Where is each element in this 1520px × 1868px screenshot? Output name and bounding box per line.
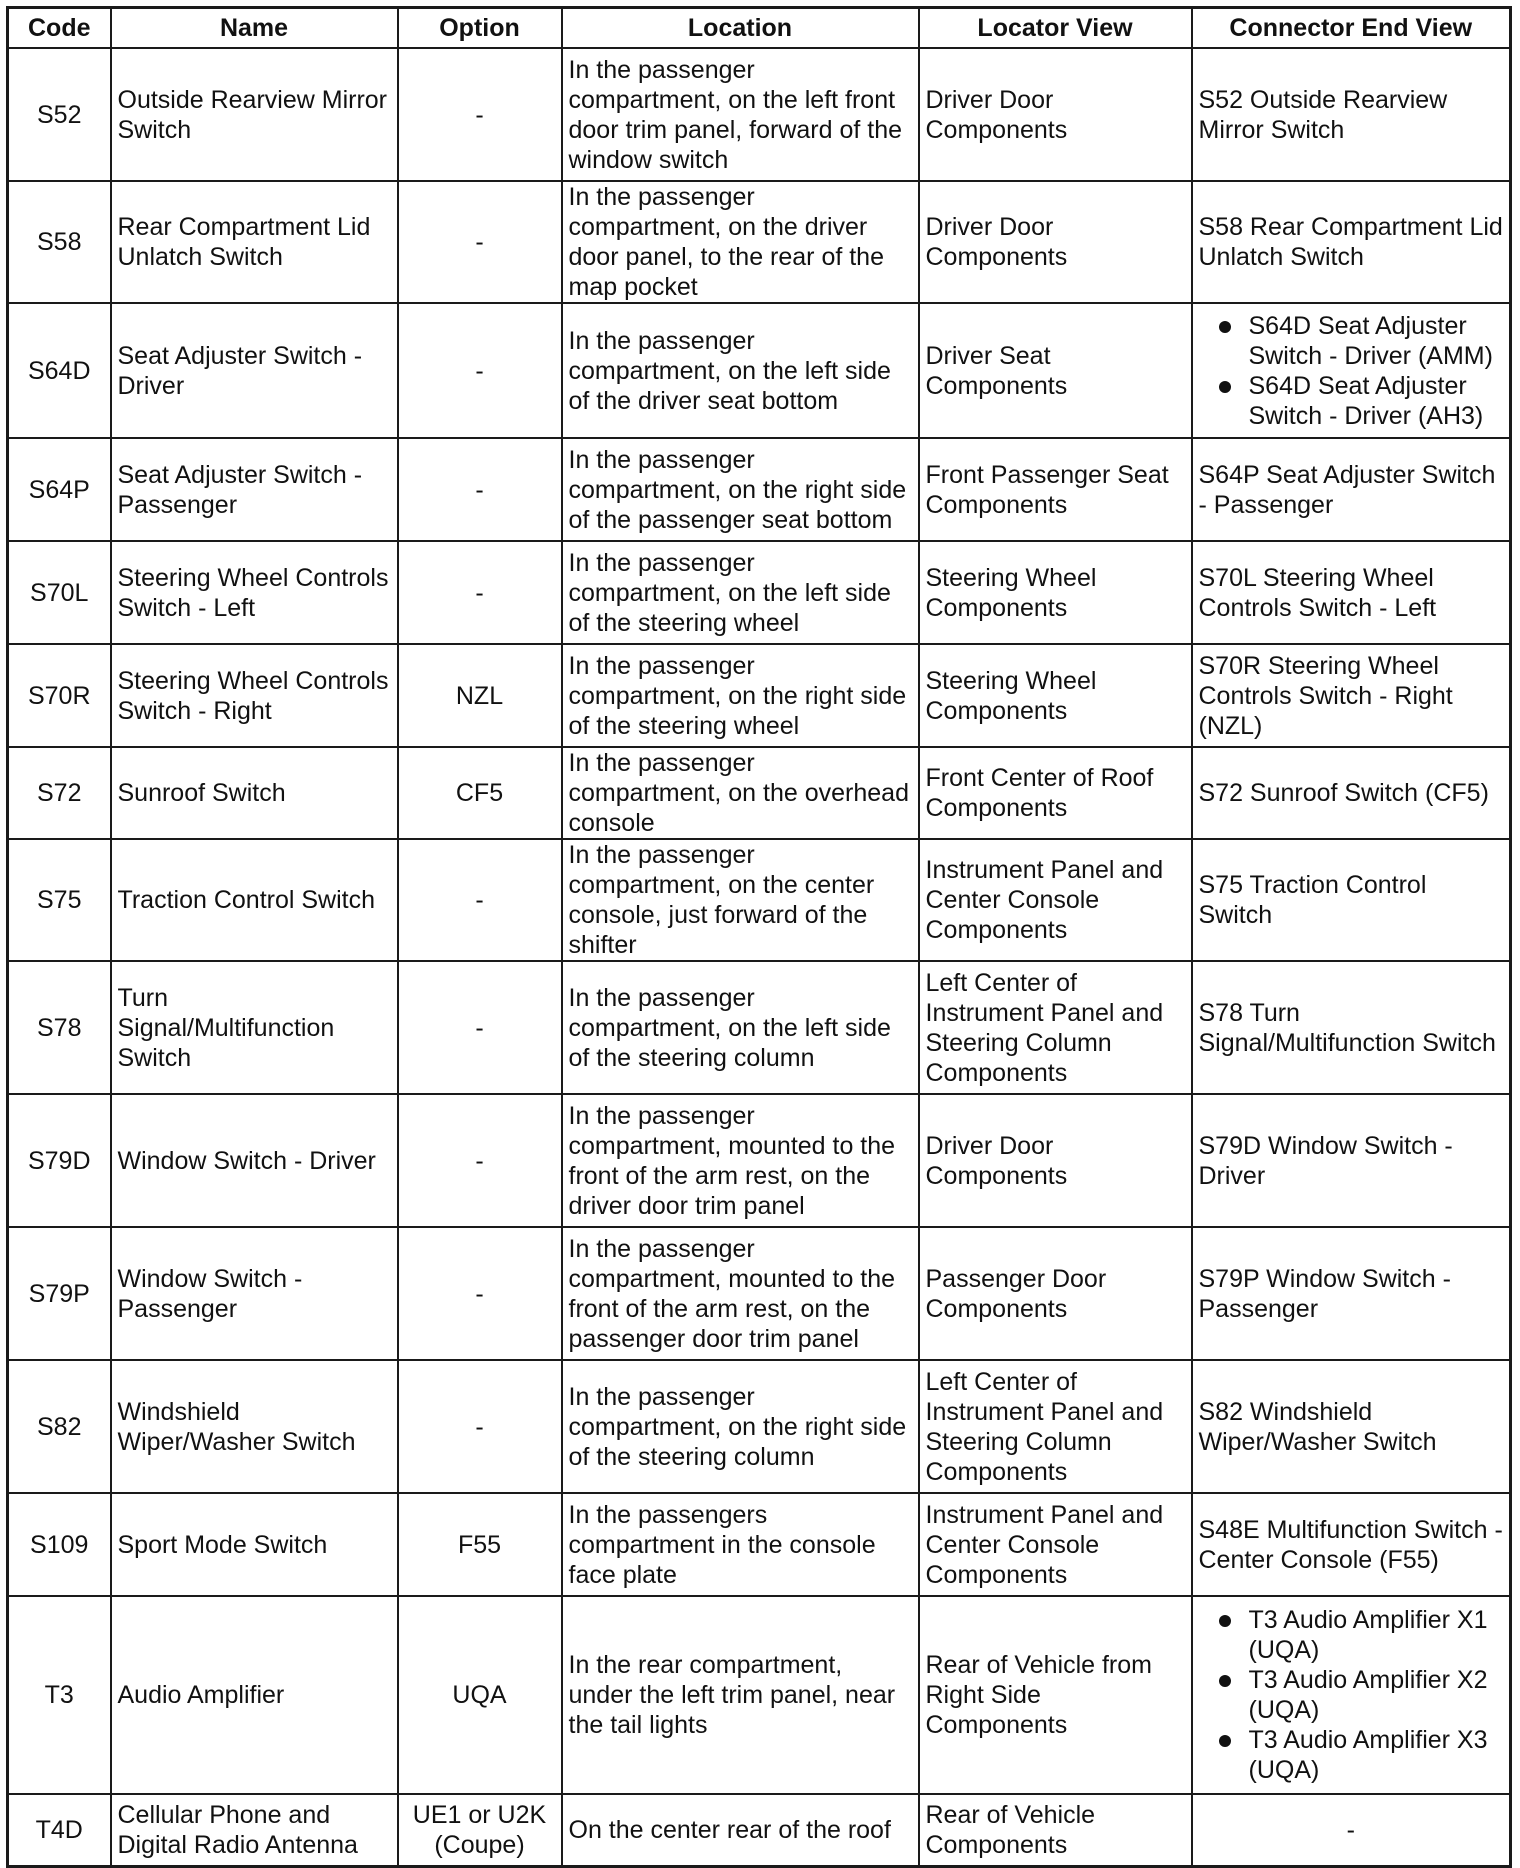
table-row	[8, 1493, 1511, 1596]
cell-code: T3	[8, 1596, 111, 1794]
cell-option: F55	[398, 1493, 562, 1596]
cell-code: S70L	[8, 541, 111, 644]
header-row	[8, 8, 1511, 49]
connector-list-item: S64D Seat Adjuster Switch - Driver (AH3)	[1199, 371, 1504, 431]
table-body	[8, 48, 1511, 1866]
connector-text: S48E Multifunction Switch - Center Console (F55)	[1198, 1515, 1503, 1574]
cell-option: -	[398, 438, 562, 541]
cell-code: S64D	[8, 303, 111, 438]
connector-text: S70R Steering Wheel Controls Switch - Right (NZL)	[1198, 651, 1453, 740]
cell-name: Window Switch - Driver	[111, 1094, 398, 1227]
cell-option: -	[398, 303, 562, 438]
cell-location: In the passenger compartment, on the right side of the steering column	[562, 1360, 919, 1493]
header-name: Name	[111, 8, 398, 49]
cell-name: Sunroof Switch	[111, 747, 398, 839]
cell-location: In the passenger compartment, mounted to the front of the arm rest, on the passenger door trim panel	[562, 1227, 919, 1360]
connector-list-item: T3 Audio Amplifier X3 (UQA)	[1199, 1725, 1504, 1785]
table-row	[8, 1227, 1511, 1360]
cell-location: In the rear compartment, under the left trim panel, near the tail lights	[562, 1596, 919, 1794]
table-row	[8, 1360, 1511, 1493]
cell-location: In the passenger compartment, mounted to the front of the arm rest, on the driver door trim panel	[562, 1094, 919, 1227]
cell-connector-end-view	[1192, 1493, 1511, 1596]
cell-connector-end-view	[1192, 303, 1511, 438]
header-location: Location	[562, 8, 919, 49]
header-connector-end-view: Connector End View	[1192, 8, 1511, 49]
cell-option: UQA	[398, 1596, 562, 1794]
connector-list	[1199, 1605, 1504, 1785]
table-row	[8, 181, 1511, 303]
table-row	[8, 961, 1511, 1094]
table-row	[8, 747, 1511, 839]
cell-option: -	[398, 1094, 562, 1227]
connector-list-item: S64D Seat Adjuster Switch - Driver (AMM)	[1199, 311, 1504, 371]
cell-option: -	[398, 1227, 562, 1360]
cell-connector-end-view	[1192, 48, 1511, 181]
cell-name: Sport Mode Switch	[111, 1493, 398, 1596]
connector-text: S70L Steering Wheel Controls Switch - Left	[1198, 563, 1437, 622]
connector-list-item: T3 Audio Amplifier X2 (UQA)	[1199, 1665, 1504, 1725]
cell-locator-view: Instrument Panel and Center Console Components	[919, 1493, 1192, 1596]
cell-location: In the passenger compartment, on the right side of the passenger seat bottom	[562, 438, 919, 541]
table-row	[8, 303, 1511, 438]
cell-code: S75	[8, 839, 111, 961]
cell-name: Outside Rearview Mirror Switch	[111, 48, 398, 181]
header-option: Option	[398, 8, 562, 49]
cell-option: -	[398, 839, 562, 961]
connector-text: S52 Outside Rearview Mirror Switch	[1198, 85, 1448, 144]
cell-location: In the passenger compartment, on the overhead console	[562, 747, 919, 839]
cell-option: -	[398, 181, 562, 303]
header-locator-view: Locator View	[919, 8, 1192, 49]
cell-location: In the passenger compartment, on the left side of the driver seat bottom	[562, 303, 919, 438]
cell-locator-view: Instrument Panel and Center Console Components	[919, 839, 1192, 961]
table-row	[8, 438, 1511, 541]
cell-connector-end-view	[1192, 1227, 1511, 1360]
cell-location: In the passengers compartment in the console face plate	[562, 1493, 919, 1596]
connector-list-item: T3 Audio Amplifier X1 (UQA)	[1199, 1605, 1504, 1665]
cell-option: -	[398, 541, 562, 644]
connector-text: S82 Windshield Wiper/Washer Switch	[1198, 1397, 1437, 1456]
cell-connector-end-view	[1192, 1360, 1511, 1493]
cell-location: In the passenger compartment, on the left side of the steering wheel	[562, 541, 919, 644]
connector-text: -	[1346, 1815, 1355, 1844]
cell-location: In the passenger compartment, on the left side of the steering column	[562, 961, 919, 1094]
cell-locator-view: Driver Door Components	[919, 181, 1192, 303]
cell-locator-view: Front Center of Roof Components	[919, 747, 1192, 839]
cell-option: NZL	[398, 644, 562, 747]
cell-locator-view: Left Center of Instrument Panel and Steering Column Components	[919, 1360, 1192, 1493]
cell-name: Traction Control Switch	[111, 839, 398, 961]
cell-code: S72	[8, 747, 111, 839]
table-row	[8, 541, 1511, 644]
cell-code: S109	[8, 1493, 111, 1596]
connector-text: S64P Seat Adjuster Switch - Passenger	[1198, 460, 1496, 519]
connector-text: S75 Traction Control Switch	[1198, 871, 1427, 929]
cell-option: -	[398, 961, 562, 1094]
connector-text: S79P Window Switch - Passenger	[1198, 1264, 1451, 1323]
cell-location: In the passenger compartment, on the right side of the steering wheel	[562, 644, 919, 747]
cell-code: S82	[8, 1360, 111, 1493]
cell-locator-view: Left Center of Instrument Panel and Steering Column Components	[919, 961, 1192, 1094]
cell-code: S79D	[8, 1094, 111, 1227]
cell-name: Seat Adjuster Switch - Driver	[111, 303, 398, 438]
cell-connector-end-view	[1192, 644, 1511, 747]
cell-code: S52	[8, 48, 111, 181]
cell-name: Steering Wheel Controls Switch - Left	[111, 541, 398, 644]
cell-code: S64P	[8, 438, 111, 541]
table-row	[8, 644, 1511, 747]
table-row	[8, 1794, 1511, 1866]
cell-locator-view: Rear of Vehicle from Right Side Components	[919, 1596, 1192, 1794]
cell-name: Turn Signal/Multifunction Switch	[111, 961, 398, 1094]
cell-connector-end-view	[1192, 1094, 1511, 1227]
connector-text: S78 Turn Signal/Multifunction Switch	[1198, 998, 1496, 1057]
cell-locator-view: Driver Door Components	[919, 1094, 1192, 1227]
cell-name: Windshield Wiper/Washer Switch	[111, 1360, 398, 1493]
cell-connector-end-view	[1192, 839, 1511, 961]
cell-locator-view: Steering Wheel Components	[919, 541, 1192, 644]
cell-location: In the passenger compartment, on the center console, just forward of the shifter	[562, 839, 919, 961]
cell-location: In the passenger compartment, on the driver door panel, to the rear of the map pocket	[562, 181, 919, 303]
table-row	[8, 1094, 1511, 1227]
cell-locator-view: Driver Door Components	[919, 48, 1192, 181]
cell-code: S58	[8, 181, 111, 303]
cell-code: T4D	[8, 1794, 111, 1866]
cell-connector-end-view	[1192, 961, 1511, 1094]
cell-connector-end-view	[1192, 1596, 1511, 1794]
connector-text: S79D Window Switch - Driver	[1198, 1131, 1453, 1190]
cell-code: S70R	[8, 644, 111, 747]
cell-locator-view: Passenger Door Components	[919, 1227, 1192, 1360]
cell-locator-view: Front Passenger Seat Components	[919, 438, 1192, 541]
cell-connector-end-view	[1192, 747, 1511, 839]
cell-code: S78	[8, 961, 111, 1094]
connector-table-sheet	[6, 6, 1509, 1868]
cell-name: Audio Amplifier	[111, 1596, 398, 1794]
header-code: Code	[8, 8, 111, 49]
cell-name: Seat Adjuster Switch - Passenger	[111, 438, 398, 541]
table-row	[8, 839, 1511, 961]
cell-location: On the center rear of the roof	[562, 1794, 919, 1866]
cell-option: -	[398, 1360, 562, 1493]
connector-table	[6, 6, 1512, 1868]
cell-connector-end-view	[1192, 541, 1511, 644]
cell-code: S79P	[8, 1227, 111, 1360]
cell-option: CF5	[398, 747, 562, 839]
table-row	[8, 1596, 1511, 1794]
cell-name: Cellular Phone and Digital Radio Antenna	[111, 1794, 398, 1866]
cell-option: -	[398, 48, 562, 181]
cell-connector-end-view	[1192, 181, 1511, 303]
table-row	[8, 48, 1511, 181]
connector-text: S72 Sunroof Switch (CF5)	[1198, 779, 1489, 807]
cell-name: Steering Wheel Controls Switch - Right	[111, 644, 398, 747]
cell-name: Rear Compartment Lid Unlatch Switch	[111, 181, 398, 303]
cell-location: In the passenger compartment, on the left front door trim panel, forward of the window switch	[562, 48, 919, 181]
cell-locator-view: Steering Wheel Components	[919, 644, 1192, 747]
cell-locator-view: Rear of Vehicle Components	[919, 1794, 1192, 1866]
cell-name: Window Switch - Passenger	[111, 1227, 398, 1360]
cell-connector-end-view	[1192, 1794, 1511, 1866]
cell-locator-view: Driver Seat Components	[919, 303, 1192, 438]
cell-connector-end-view	[1192, 438, 1511, 541]
connector-text: S58 Rear Compartment Lid Unlatch Switch	[1198, 213, 1503, 271]
connector-list	[1199, 311, 1504, 431]
cell-option: UE1 or U2K (Coupe)	[398, 1794, 562, 1866]
